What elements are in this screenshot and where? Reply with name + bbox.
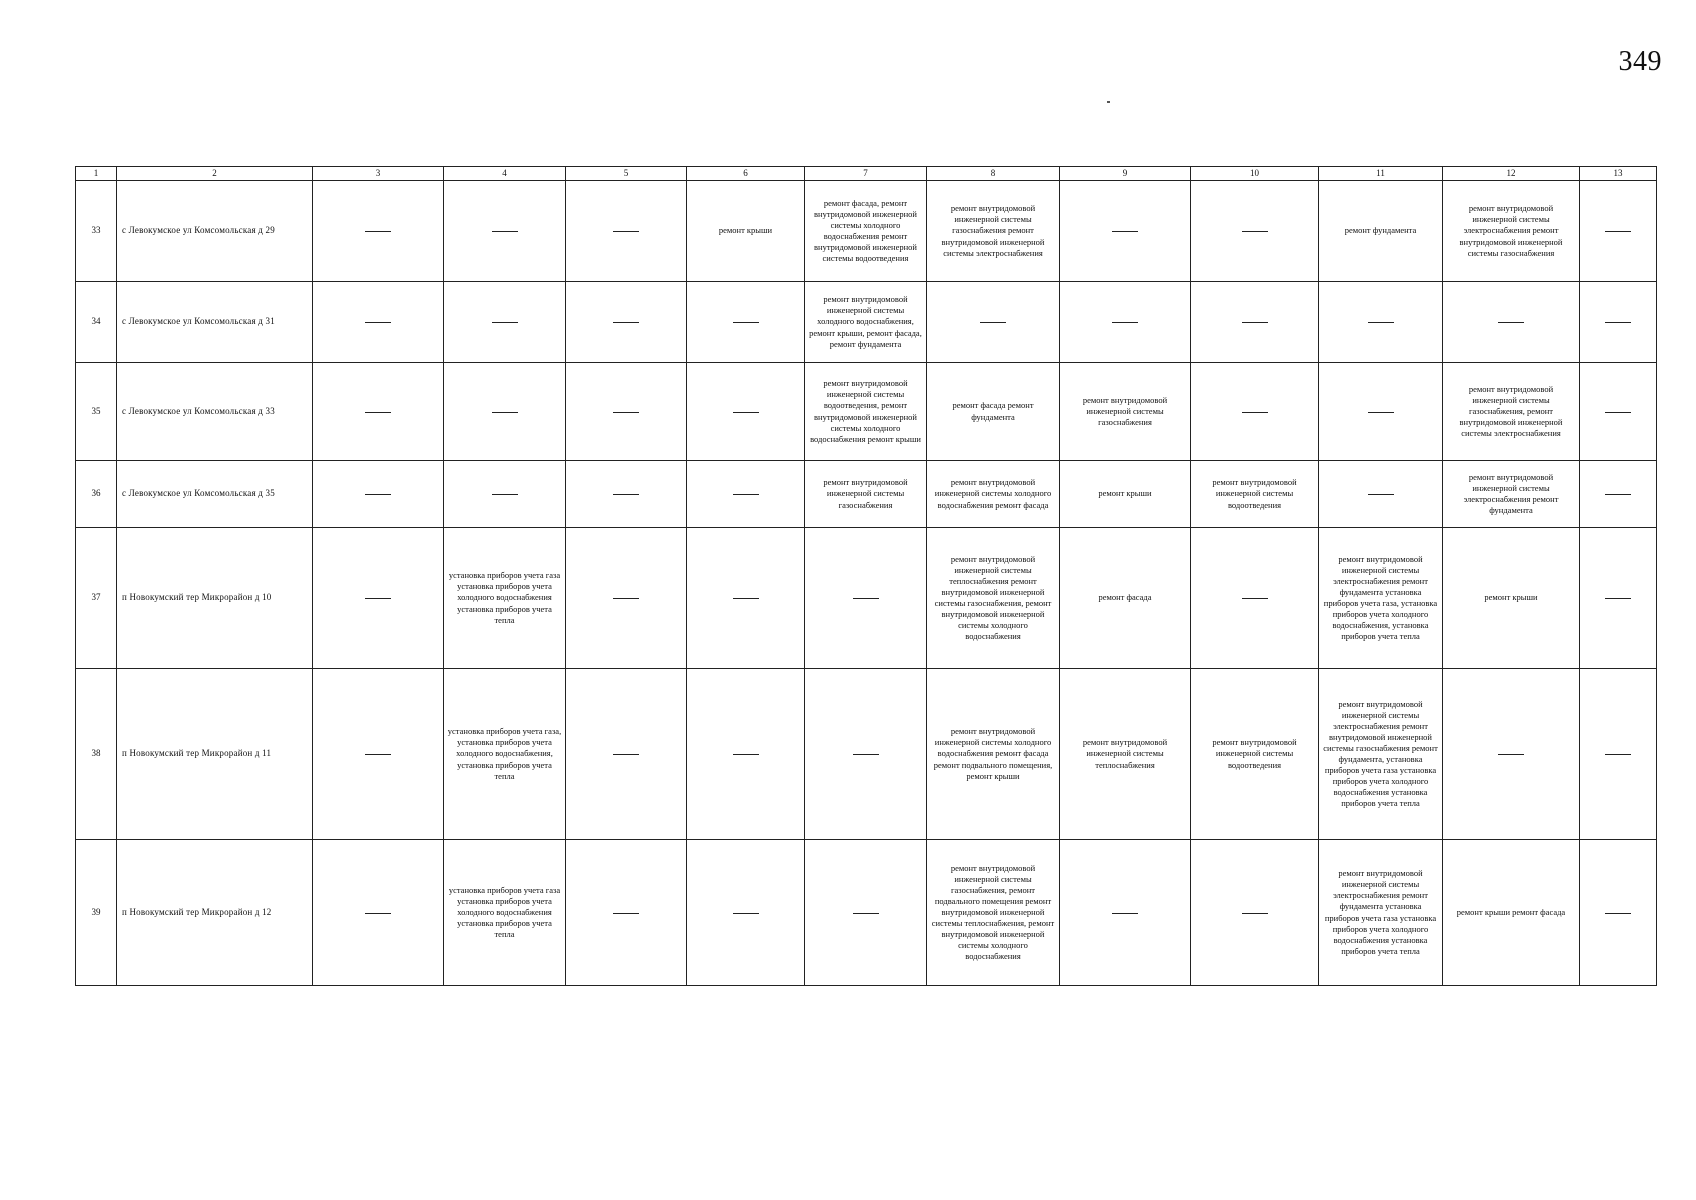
work-item-cell-col8 [927,181,1060,282]
empty-cell-col11 [1319,282,1443,363]
dash-mark [1498,322,1524,323]
work-item-text: ремонт внутридомовой инженерной системы холодного водоснабжения ремонт фасада ремонт подвального помещения, ремонт крыши [933,726,1053,781]
dash-mark [1605,412,1631,413]
work-item-text: ремонт крыши [1484,592,1538,603]
dash-mark [365,913,391,914]
dash-mark [1605,494,1631,495]
work-item-text: ремонт внутридомовой инженерной системы водоотведения [1212,477,1297,510]
work-item-text: ремонт внутридомовой инженерной системы теплоснабжения ремонт внутридомовой инженерной системы газоснабжения, ремонт внутридомовой инженерной системы холодного водоснабжения [934,553,1052,642]
dash-mark [613,598,639,599]
header-cell: 9 [1060,167,1191,181]
header-cell: 2 [117,167,313,181]
work-item-cell-col8 [927,363,1060,461]
empty-cell-col12 [1443,282,1580,363]
header-cell: 11 [1319,167,1443,181]
work-item-cell-col8 [927,528,1060,669]
table-row [76,840,1657,986]
work-item-text: ремонт крыши [718,225,773,236]
empty-cell-col5 [566,461,687,528]
empty-cell-col10 [1191,282,1319,363]
work-item-cell-col4 [444,528,566,669]
table-row [76,363,1657,461]
empty-cell-col3 [313,181,444,282]
empty-cell-col4 [444,181,566,282]
empty-cell-col10 [1191,363,1319,461]
work-item-cell-col12 [1443,363,1580,461]
empty-cell-col7 [805,669,927,840]
work-item-text: установка приборов учета газа, установка приборов учета холодного водоснабжения, установка приборов учета тепла [447,726,562,781]
dash-mark [733,754,759,755]
work-item-cell-col8 [927,461,1060,528]
work-item-text: ремонт крыши [1098,488,1152,499]
empty-cell-col13 [1580,528,1657,669]
address-cell: с Левокумское ул Комсомольская д 35 [117,461,313,528]
header-cell: 1 [76,167,117,181]
work-item-text: ремонт внутридомовой инженерной системы холодного водоснабжения ремонт фасада [934,477,1052,510]
row-number-cell: 37 [76,528,117,669]
empty-cell-col3 [313,363,444,461]
table-row [76,282,1657,363]
empty-cell-col13 [1580,669,1657,840]
header-cell: 3 [313,167,444,181]
empty-cell-col10 [1191,181,1319,282]
work-item-cell-col11 [1319,528,1443,669]
dash-mark [1242,322,1268,323]
work-item-text: установка приборов учета газа установка приборов учета холодного водоснабжения установка приборов учета тепла [448,570,561,625]
header-cell: 4 [444,167,566,181]
dash-mark [980,322,1006,323]
dash-mark [1368,322,1394,323]
work-item-cell-col12 [1443,181,1580,282]
work-item-text: ремонт внутридомовой инженерной системы электроснабжения ремонт фундамента установка приборов учета газа, установка приборов учета холодного водоснабжения, установка приборов учета тепла [1323,553,1438,642]
header-cell: 10 [1191,167,1319,181]
dash-mark [1112,913,1138,914]
work-item-text: ремонт внутридомовой инженерной системы водоотведения, ремонт внутридомовой инженерной системы холодного водоснабжения ремонт крыши [810,378,921,444]
dash-mark [492,322,518,323]
work-item-text: ремонт крыши ремонт фасада [1456,906,1566,917]
header-cell: 6 [687,167,805,181]
work-item-cell-col8 [927,669,1060,840]
header-cell: 13 [1580,167,1657,181]
address-cell: с Левокумское ул Комсомольская д 31 [117,282,313,363]
table-row [76,181,1657,282]
dash-mark [492,494,518,495]
empty-cell-col7 [805,840,927,986]
work-item-cell-col7 [805,363,927,461]
row-number-cell: 34 [76,282,117,363]
table-row [76,669,1657,840]
empty-cell-col6 [687,461,805,528]
dash-mark [1112,322,1138,323]
work-item-cell-col9 [1060,363,1191,461]
work-item-text: ремонт внутридомовой инженерной системы газоснабжения [823,477,908,510]
empty-cell-col12 [1443,669,1580,840]
empty-cell-col13 [1580,363,1657,461]
empty-cell-col5 [566,363,687,461]
empty-cell-col11 [1319,363,1443,461]
row-number-cell: 39 [76,840,117,986]
dash-mark [365,231,391,232]
empty-cell-col10 [1191,528,1319,669]
dash-mark [853,754,879,755]
dash-mark [1242,598,1268,599]
work-item-cell-col9 [1060,669,1191,840]
work-item-cell-col12 [1443,840,1580,986]
work-item-cell-col6 [687,181,805,282]
work-item-text: ремонт внутридомовой инженерной системы газоснабжения, ремонт внутридомовой инженерной системы электроснабжения [1459,383,1563,439]
empty-cell-col10 [1191,840,1319,986]
header-row [76,167,1657,181]
dash-mark [1242,412,1268,413]
empty-cell-col6 [687,363,805,461]
empty-cell-col11 [1319,461,1443,528]
dash-mark [365,494,391,495]
work-item-cell-col12 [1443,461,1580,528]
empty-cell-col4 [444,363,566,461]
table-body [76,181,1657,986]
dash-mark [492,412,518,413]
work-item-cell-col8 [927,840,1060,986]
dash-mark [1368,494,1394,495]
work-item-text: ремонт внутридомовой инженерной системы газоснабжения ремонт внутридомовой инженерной системы электроснабжения [941,203,1045,258]
work-item-text: установка приборов учета газа установка приборов учета холодного водоснабжения установка приборов учета тепла [448,884,561,940]
dash-mark [1605,231,1631,232]
empty-cell-col7 [805,528,927,669]
row-number-cell: 36 [76,461,117,528]
dash-mark [1368,412,1394,413]
work-item-text: ремонт внутридомовой инженерной системы теплоснабжения [1082,737,1168,770]
scan-speck [1107,101,1110,103]
work-item-text: ремонт внутридомовой инженерной системы электроснабжения ремонт фундамента [1463,471,1559,516]
repair-schedule-table [75,166,1657,986]
empty-cell-col5 [566,528,687,669]
work-item-cell-col7 [805,461,927,528]
empty-cell-col5 [566,669,687,840]
row-number-cell: 35 [76,363,117,461]
dash-mark [853,598,879,599]
dash-mark [365,322,391,323]
empty-cell-col5 [566,181,687,282]
empty-cell-col6 [687,840,805,986]
page-number: 349 [1618,46,1662,77]
work-item-text: ремонт внутридомовой инженерной системы электроснабжения ремонт внутридомовой инженерной системы газоснабжения [1459,203,1563,258]
table-row [76,461,1657,528]
work-item-text: ремонт фасада ремонт фундамента [952,400,1034,422]
work-item-cell-col12 [1443,528,1580,669]
empty-cell-col8 [927,282,1060,363]
dash-mark [1605,598,1631,599]
dash-mark [733,913,759,914]
dash-mark [1605,913,1631,914]
empty-cell-col9 [1060,840,1191,986]
dash-mark [1242,913,1268,914]
empty-cell-col4 [444,461,566,528]
address-cell: п Новокумский тер Микрорайон д 10 [117,528,313,669]
empty-cell-col6 [687,282,805,363]
work-item-cell-col4 [444,669,566,840]
table-row [76,528,1657,669]
dash-mark [492,231,518,232]
work-item-cell-col7 [805,181,927,282]
address-cell: с Левокумское ул Комсомольская д 33 [117,363,313,461]
work-item-cell-col11 [1319,840,1443,986]
work-item-text: ремонт фундамента [1344,225,1417,236]
dash-mark [733,412,759,413]
dash-mark [1605,322,1631,323]
header-cell: 5 [566,167,687,181]
dash-mark [733,598,759,599]
address-cell: п Новокумский тер Микрорайон д 12 [117,840,313,986]
address-cell: п Новокумский тер Микрорайон д 11 [117,669,313,840]
empty-cell-col9 [1060,181,1191,282]
empty-cell-col9 [1060,282,1191,363]
work-item-text: ремонт внутридомовой инженерной системы электроснабжения ремонт фундамента установка приборов учета газа установка приборов учета холодного водоснабжения установка приборов учета тепла [1324,868,1437,956]
dash-mark [613,322,639,323]
empty-cell-col13 [1580,461,1657,528]
work-item-text: ремонт фасада [1098,592,1152,603]
work-item-cell-col10 [1191,461,1319,528]
work-item-cell-col11 [1319,669,1443,840]
dash-mark [613,494,639,495]
work-item-text: ремонт внутридомовой инженерной системы холодного водоснабжения, ремонт крыши, ремонт фасада, ремонт фундамента [809,294,922,349]
address-cell: с Левокумское ул Комсомольская д 29 [117,181,313,282]
empty-cell-col4 [444,282,566,363]
work-item-text: ремонт внутридомовой инженерной системы газоснабжения, ремонт подвального помещения ремонт внутридомовой инженерной системы теплоснабжения, ремонт внутридомовой инженерной системы холодного водоснабжения [931,862,1055,962]
empty-cell-col3 [313,669,444,840]
dash-mark [733,494,759,495]
empty-cell-col5 [566,840,687,986]
dash-mark [365,754,391,755]
empty-cell-col5 [566,282,687,363]
header-cell: 12 [1443,167,1580,181]
dash-mark [613,754,639,755]
empty-cell-col6 [687,528,805,669]
work-item-cell-col11 [1319,181,1443,282]
work-item-cell-col4 [444,840,566,986]
dash-mark [613,231,639,232]
empty-cell-col13 [1580,840,1657,986]
dash-mark [1112,231,1138,232]
work-item-cell-col9 [1060,528,1191,669]
dash-mark [853,913,879,914]
header-cell: 7 [805,167,927,181]
dash-mark [1498,754,1524,755]
header-cell: 8 [927,167,1060,181]
empty-cell-col6 [687,669,805,840]
empty-cell-col13 [1580,181,1657,282]
work-item-text: ремонт внутридомовой инженерной системы газоснабжения [1082,394,1168,428]
work-item-cell-col10 [1191,669,1319,840]
row-number-cell: 33 [76,181,117,282]
dash-mark [613,913,639,914]
dash-mark [365,598,391,599]
dash-mark [1605,754,1631,755]
empty-cell-col13 [1580,282,1657,363]
dash-mark [365,412,391,413]
work-item-cell-col9 [1060,461,1191,528]
row-number-cell: 38 [76,669,117,840]
empty-cell-col3 [313,528,444,669]
empty-cell-col3 [313,282,444,363]
empty-cell-col3 [313,461,444,528]
work-item-text: ремонт внутридомовой инженерной системы водоотведения [1212,737,1297,770]
dash-mark [1242,231,1268,232]
work-item-cell-col7 [805,282,927,363]
dash-mark [613,412,639,413]
dash-mark [733,322,759,323]
work-item-text: ремонт внутридомовой инженерной системы электроснабжения ремонт внутридомовой инженерной системы газоснабжения ремонт фундамента, установка приборов учета газа установка приборов учета холодного водоснабжения установка приборов учета тепла [1323,698,1438,809]
work-item-text: ремонт фасада, ремонт внутридомовой инженерной системы холодного водоснабжения ремонт внутридомовой инженерной системы водоотведения [814,197,917,264]
empty-cell-col3 [313,840,444,986]
